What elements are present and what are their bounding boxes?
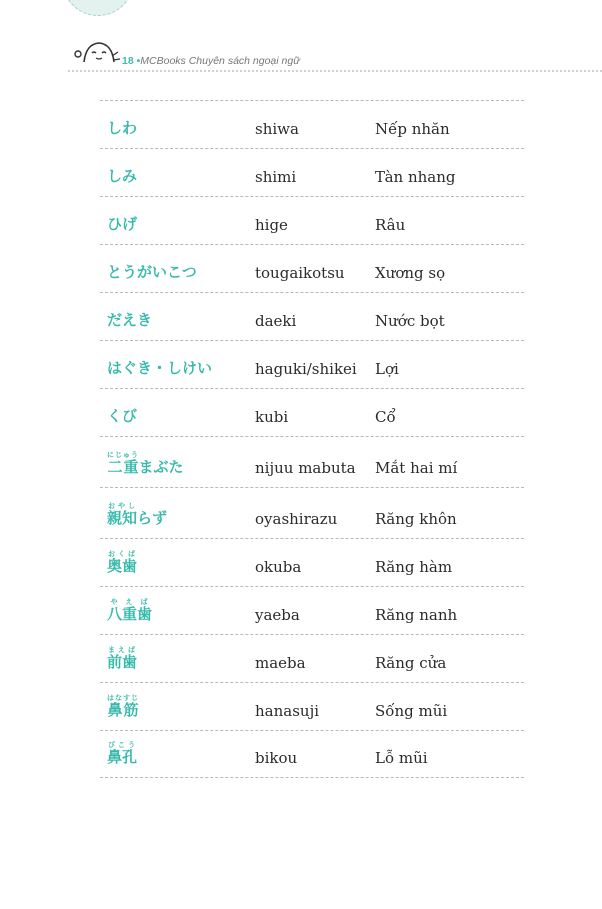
- vocab-row: [100, 634, 524, 682]
- japanese-word: [100, 550, 255, 576]
- romaji: hige: [255, 216, 288, 234]
- okurigana: まぶた: [138, 458, 184, 476]
- romaji: shimi: [255, 168, 297, 186]
- japanese-word: だえき: [107, 311, 153, 329]
- kanji: 前歯: [107, 653, 138, 671]
- vietnamese-meaning: Cổ: [375, 408, 396, 426]
- vocab-row: [100, 340, 524, 388]
- japanese-word: くび: [107, 407, 138, 425]
- japanese-word: しわ: [107, 119, 138, 137]
- romaji: daeki: [255, 312, 297, 330]
- header-decoration-circle: [62, 0, 134, 16]
- kanji: 奥歯: [107, 557, 138, 575]
- romaji: bikou: [255, 749, 298, 767]
- mascot-icon: [72, 34, 122, 68]
- japanese-word: [100, 646, 255, 672]
- page-number: 18 •: [122, 55, 140, 67]
- vocab-row: [100, 148, 524, 196]
- vietnamese-meaning: Nếp nhăn: [375, 120, 450, 138]
- vocab-row: [100, 538, 524, 586]
- vietnamese-meaning: Râu: [375, 216, 406, 234]
- vietnamese-meaning: Xương sọ: [375, 264, 446, 282]
- romaji: okuba: [255, 558, 302, 576]
- romaji: shiwa: [255, 120, 299, 138]
- vietnamese-meaning: Lỗ mũi: [375, 749, 428, 767]
- vietnamese-meaning: Răng nanh: [375, 606, 458, 624]
- japanese-word: [100, 598, 255, 624]
- kanji: 八重歯: [107, 605, 153, 623]
- romaji: hanasuji: [255, 702, 320, 720]
- romaji: haguki/shikei: [255, 360, 357, 378]
- vocab-row: [100, 388, 524, 436]
- vocabulary-table: [100, 100, 524, 778]
- vietnamese-meaning: Tàn nhang: [375, 168, 456, 186]
- japanese-word: [100, 451, 255, 477]
- vocab-row: [100, 730, 524, 778]
- vocab-row: [100, 682, 524, 730]
- vietnamese-meaning: Nước bọt: [375, 312, 445, 330]
- kanji: 鼻筋: [107, 701, 139, 719]
- furigana: びこう: [107, 741, 138, 749]
- vietnamese-meaning: Sống mũi: [375, 702, 448, 720]
- kanji: 親知: [107, 509, 138, 527]
- furigana: はなすじ: [107, 694, 139, 702]
- vocab-row: [100, 487, 524, 538]
- japanese-word: [100, 694, 255, 720]
- vocab-row: [100, 586, 524, 634]
- okurigana: らず: [137, 509, 168, 527]
- vietnamese-meaning: Răng cửa: [375, 654, 447, 672]
- japanese-word: [100, 741, 255, 767]
- furigana: まえば: [107, 646, 138, 654]
- furigana: やえば: [107, 598, 153, 606]
- romaji: nijuu mabuta: [255, 459, 356, 477]
- vocab-row: [100, 436, 524, 487]
- kanji: 二重: [107, 458, 139, 476]
- vietnamese-meaning: Răng khôn: [375, 510, 457, 528]
- romaji: yaeba: [255, 606, 300, 624]
- book-title: MCBooks Chuyên sách ngoại ngữ: [140, 55, 300, 67]
- japanese-word: ひげ: [107, 215, 138, 233]
- japanese-word: はぐき・しけい: [107, 359, 213, 377]
- kanji: 鼻孔: [107, 748, 138, 766]
- vocab-row: [100, 100, 524, 148]
- romaji: tougaikotsu: [255, 264, 345, 282]
- romaji: kubi: [255, 408, 289, 426]
- vocab-row: [100, 292, 524, 340]
- japanese-word: しみ: [107, 167, 138, 185]
- vietnamese-meaning: Mắt hai mí: [375, 459, 458, 477]
- furigana: にじゅう: [107, 451, 139, 459]
- vocab-row: [100, 196, 524, 244]
- furigana: おくば: [107, 550, 138, 558]
- japanese-word: [100, 502, 255, 528]
- vocab-row: [100, 244, 524, 292]
- vietnamese-meaning: Lợi: [375, 360, 399, 378]
- furigana: おやし: [107, 502, 138, 510]
- japanese-word: とうがいこつ: [107, 263, 197, 281]
- romaji: oyashirazu: [255, 510, 338, 528]
- running-header: [122, 55, 300, 67]
- header-divider: [68, 70, 602, 72]
- vietnamese-meaning: Răng hàm: [375, 558, 453, 576]
- romaji: maeba: [255, 654, 306, 672]
